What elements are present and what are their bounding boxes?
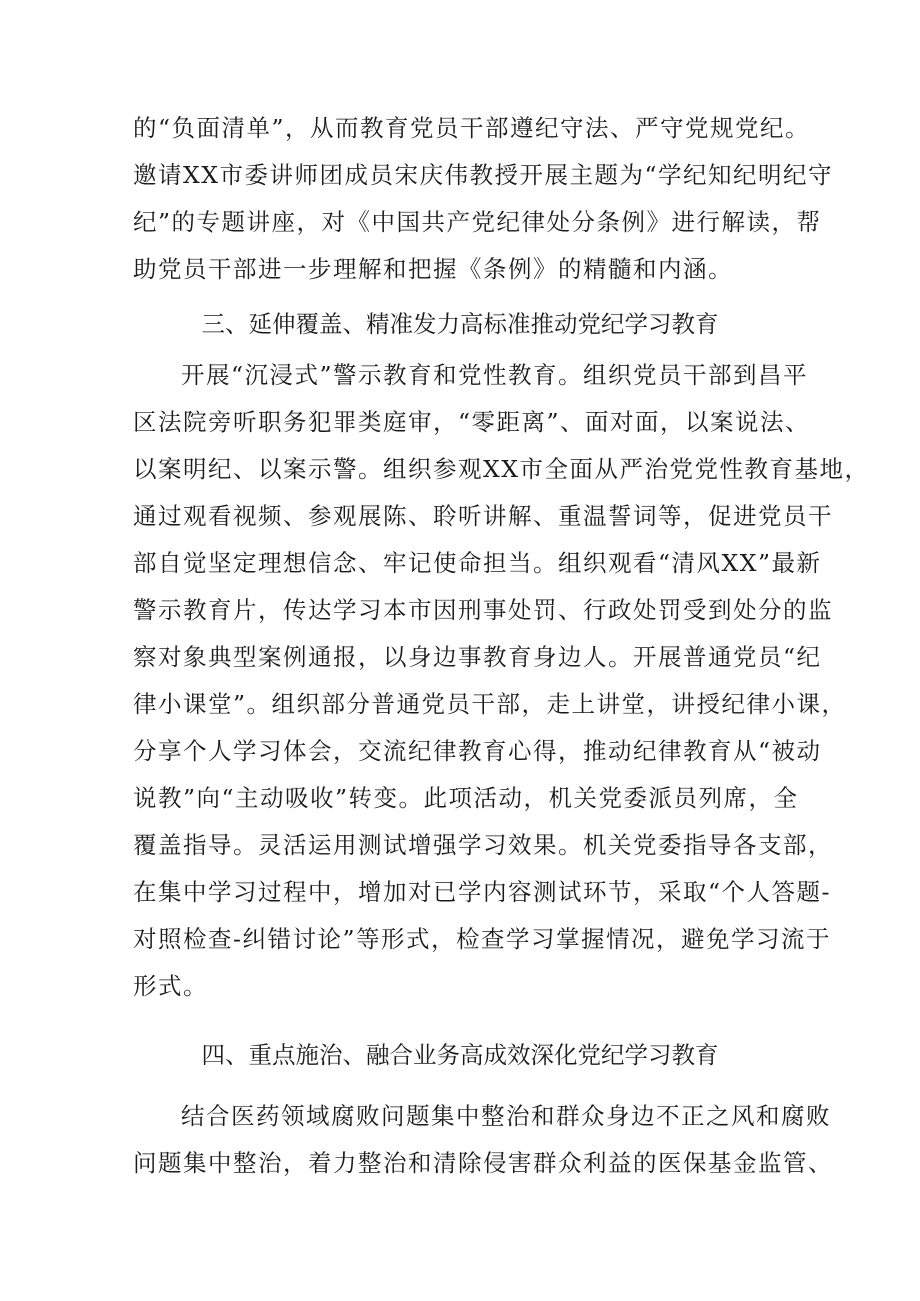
paragraph-line: 在集中学习过程中，增加对已学内容测试环节，采取“个人答题- bbox=[133, 878, 831, 906]
paragraph-line: 察对象典型案例通报，以身边事教育身边人。开展普通党员“纪 bbox=[133, 643, 822, 671]
paragraph-line: 的“负面清单”，从而教育党员干部遵纪守法、严守党规党纪。 bbox=[133, 114, 811, 142]
paragraph-line: 部自觉坚定理想信念、牢记使命担当。组织观看“清风XX”最新 bbox=[133, 549, 822, 577]
paragraph-line: 形式。 bbox=[133, 972, 208, 1000]
paragraph-line: 覆盖指导。灵活运用测试增强学习效果。机关党委指导各支部， bbox=[133, 831, 833, 859]
paragraph-line: 以案明纪、以案示警。组织参观XX市全面从严治党党性教育基地， bbox=[133, 455, 870, 483]
paragraph-line: 警示教育片，传达学习本市因刑事处罚、行政处罚受到处分的监 bbox=[133, 596, 833, 624]
paragraph-line: 问题集中整治，着力整治和清除侵害群众利益的医保基金监管、 bbox=[133, 1149, 833, 1177]
paragraph-line: 分享个人学习体会，交流纪律教育心得，推动纪律教育从“被动 bbox=[133, 737, 822, 765]
section-heading-4: 四、重点施治、融合业务高成效深化党纪学习教育 bbox=[201, 1041, 719, 1069]
paragraph-line: 纪”的专题讲座，对《中国共产党纪律处分条例》进行解读，帮 bbox=[133, 208, 822, 236]
paragraph-line: 区法院旁听职务犯罪类庭审，“零距离”、面对面，以案说法、 bbox=[133, 408, 811, 436]
paragraph-line: 对照检查-纠错讨论”等形式，检查学习掌握情况，避免学习流于 bbox=[133, 925, 831, 953]
paragraph-line: 通过观看视频、参观展陈、聆听讲解、重温誓词等，促进党员干 bbox=[133, 502, 833, 530]
paragraph-line: 律小课堂”。组织部分普通党员干部，走上讲堂，讲授纪律小课， bbox=[133, 690, 847, 718]
paragraph-line: 邀请XX市委讲师团成员宋庆伟教授开展主题为“学纪知纪明纪守 bbox=[133, 161, 833, 189]
paragraph-line: 开展“沉浸式”警示教育和党性教育。组织党员干部到昌平 bbox=[181, 361, 809, 389]
paragraph-line: 结合医药领域腐败问题集中整治和群众身边不正之风和腐败 bbox=[181, 1102, 831, 1130]
paragraph-line: 助党员干部进一步理解和把握《条例》的精髓和内涵。 bbox=[133, 255, 733, 283]
section-heading-3: 三、延伸覆盖、精准发力高标准推动党纪学习教育 bbox=[201, 310, 719, 338]
paragraph-line: 说教”向“主动吸收”转变。此项活动，机关党委派员列席，全 bbox=[133, 784, 799, 812]
